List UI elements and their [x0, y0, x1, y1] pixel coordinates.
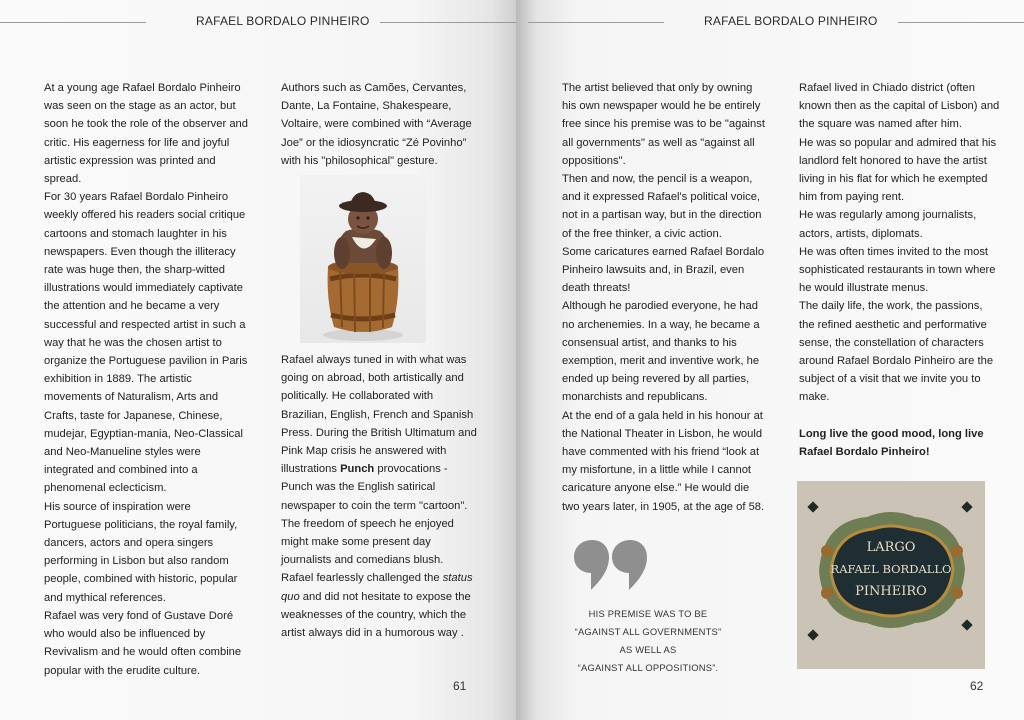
paragraph: At a young age Rafael Bordalo Pinheiro was seen on the stage as an actor, but soon he took the role of the observer and critic. His eagerness for life and joyful artistic expression was printed and spread. — [44, 82, 248, 186]
plaque-line: LARGO — [866, 540, 916, 555]
header-rule — [380, 22, 516, 23]
paragraph: His source of inspiration were Portuguese politicians, the royal family, dancers, actors and opera singers performing in Lisbon but also random people, combined with historic, popular and mythical references. — [44, 500, 238, 604]
header-rule — [0, 22, 146, 23]
right-column-1 — [562, 79, 768, 516]
left-column-2 — [281, 351, 481, 642]
paragraph: For 30 years Rafael Bordalo Pinheiro weekly offered his readers social critique cartoons and stomach laughter in his newspapers. Even though the illiteracy rate was huge then, the sharp-witted illustrations would immediately captivate the attention and he became a very successful and respected artist in such a way that he was the chosen artist to organize the Portuguese pavilion in Paris exhibition in 1889. The artistic movements of Naturalism, Arts and Crafts, taste for Japanese, Chinese, mudejar, Egyptian-mania, Neo-Classical and Neo-Manueline styles were integrated and combined into a phenomenal eclecticism. — [44, 191, 248, 495]
plaque-line: RAFAEL BORDALLO — [830, 562, 952, 576]
left-running-header — [0, 14, 516, 30]
paragraph: Rafael fearlessly challenged the status quo and did not hesitate to expose the weaknesses of the country, which the artist always did in a humorous way . — [281, 572, 473, 640]
header-title: RAFAEL BORDALO PINHEIRO — [704, 14, 878, 28]
paragraph — [799, 407, 1001, 425]
paragraph: Rafael lived in Chiado district (often known then as the capital of Lisbon) and the square was named after him. — [799, 82, 1000, 131]
pull-quote-text: HIS PREMISE WAS TO BE “AGAINST ALL GOVERNMENTS” AS WELL AS “AGAINST ALL OPPOSITIONS”. — [574, 608, 722, 673]
page-number-right: 62 — [970, 679, 984, 693]
paragraph: The daily life, the work, the passions, the refined aesthetic and performative sense, the constellation of characters around Rafael Bordalo Pinheiro are the subject of a visit that we invite you to make. — [799, 300, 994, 404]
paragraph: He was regularly among journalists, actors, artists, diplomats. — [799, 209, 977, 240]
paragraph: He was so popular and admired that his landlord felt honored to have the artist living in his flat for which he exempted him from paying rent. — [799, 136, 997, 204]
paragraph: Rafael was very fond of Gustave Doré who would also be influenced by Revivalism and he would often combine popular with the erudite culture. — [44, 609, 242, 677]
paragraph: At the end of a gala held in his honour at the National Theater in Lisbon, he would have commented with his friend “look at my misfortune, in a little while I cannot caricature anyone else.” He would die two years later, in 1905, at the age of 58. — [562, 409, 765, 513]
largo-street-sign-photo — [797, 481, 985, 669]
right-running-header — [516, 14, 1024, 30]
paragraph: He was often times invited to the most sophisticated restaurants in town where he would illustrate menus. — [799, 245, 996, 295]
paragraph: Although he parodied everyone, he had no archenemies. In a way, he became a consensual artist, and thanks to his exemption, merit and inventive work, he ended up being revered by all parties, monarchists and republicans. — [562, 300, 760, 404]
paragraph: Authors such as Camões, Cervantes, Dante, La Fontaine, Shakespeare, Voltaire, were combined with “Average Joe” or the idiosyncratic “Zé Povinho” with his "philosophical" gesture. — [281, 82, 472, 167]
paragraph: Some caricatures earned Rafael Bordalo Pinheiro lawsuits and, in Brazil, even death threats! — [562, 245, 765, 295]
paragraph: Then and now, the pencil is a weapon, and it expressed Rafael's political voice, not in a partisan way, but in the direction of the free thinker, a civic action. — [562, 173, 762, 240]
street-sign-illustration — [797, 481, 985, 669]
ze-povinho-figurine-photo — [300, 175, 426, 343]
header-title: RAFAEL BORDALO PINHEIRO — [196, 14, 370, 28]
right-page — [516, 0, 1024, 720]
figurine-illustration — [300, 175, 426, 343]
page-number-left: 61 — [453, 679, 467, 693]
status-quo-italic: status quo — [281, 572, 473, 603]
quote-marks-icon — [574, 540, 648, 592]
closing-statement: Long live the good mood, long live Rafael Bordalo Pinheiro! — [799, 427, 984, 459]
header-rule — [528, 22, 664, 23]
paragraph: Rafael always tuned in with what was going on abroad, both artistically and politically. He collaborated with Brazilian, English, French and Spanish Press. During the British Ultimatum and Pink Map crisis he answered with illustrations Punch provocations - Punch was the English satirical newspaper to coin the term "cartoon". — [281, 354, 477, 512]
plaque-line: PINHEIRO — [855, 584, 927, 599]
punch-bold: Punch — [340, 463, 375, 476]
paragraph: The freedom of speech he enjoyed might make some present day journalists and comedians blush. — [281, 517, 454, 567]
left-column-1 — [44, 79, 250, 680]
header-rule — [898, 22, 1024, 23]
left-column-2-top — [281, 79, 481, 170]
paragraph: The artist believed that only by owning his own newspaper would he be entirely free since his premise was to be "against all governments" as well as "against all oppositions". — [562, 82, 765, 167]
right-column-2 — [799, 79, 1001, 461]
